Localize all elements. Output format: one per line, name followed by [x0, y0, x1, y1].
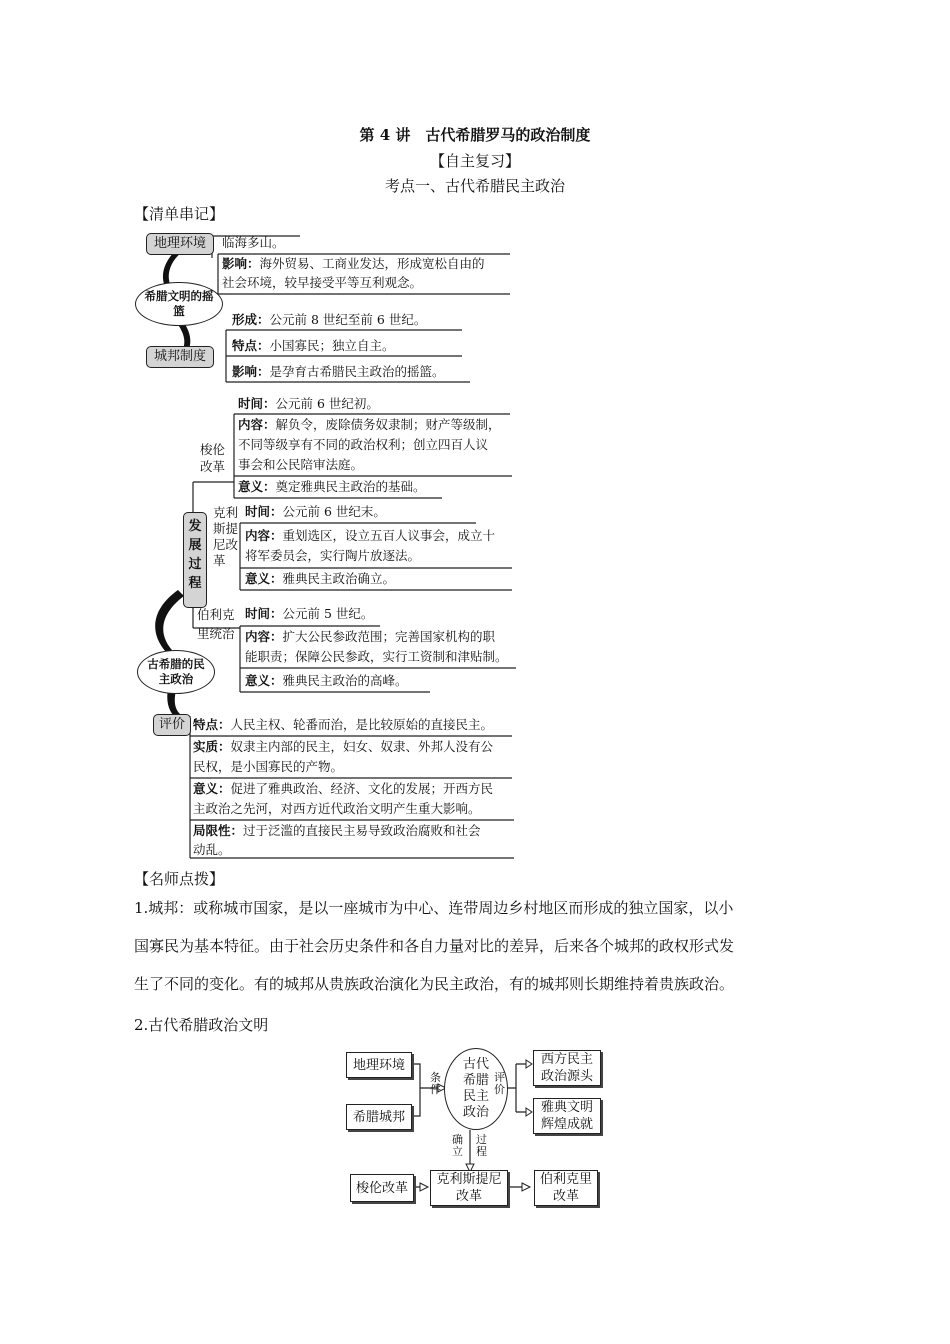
center-oval: 古代希腊民主政治	[444, 1048, 508, 1130]
label-evaluation: 评价	[494, 1071, 505, 1096]
cleis-content-2: 将军委员会，实行陶片放逐法。	[245, 548, 421, 563]
eval-significance-2: 主政治之先河，对西方近代政治文明产生重大影响。	[193, 801, 481, 816]
peri-label-2: 里统治	[197, 626, 235, 641]
subtitle-self-review: 【自主复习】	[429, 152, 520, 170]
box-west-democracy: 西方民主 政治源头	[533, 1050, 601, 1086]
cleis-content-1: 内容：重划选区，设立五百人议事会，成立十	[245, 528, 496, 543]
cradle-node: 希腊文明的摇篮	[135, 282, 223, 326]
solon-label-2: 改革	[200, 459, 226, 474]
cleis-label: 克利 斯提 尼改 革	[213, 505, 239, 568]
box-solon: 梭伦改革	[350, 1174, 414, 1202]
box-geo: 地理环境	[346, 1052, 412, 1078]
eval-limitation-2: 动乱。	[193, 842, 231, 857]
cleis-time: 时间：公元前 6 世纪末。	[245, 504, 386, 519]
cleis-significance: 意义：雅典民主政治确立。	[245, 571, 396, 586]
eval-essence-1: 实质：奴隶主内部的民主，妇女、奴隶、外邦人没有公	[193, 739, 494, 754]
city-influence: 影响：是孕育古希腊民主政治的摇篮。	[232, 364, 445, 379]
peri-content-2: 能职责；保障公民参政，实行工资制和津贴制。	[245, 649, 508, 664]
solon-content-2: 不同等级享有不同的政治权利；创立四百人议	[238, 437, 489, 452]
box-city: 希腊城邦	[346, 1104, 412, 1130]
peri-time: 时间：公元前 5 世纪。	[245, 606, 374, 621]
solon-time: 时间：公元前 6 世纪初。	[238, 396, 379, 411]
box-athens: 雅典文明 辉煌成就	[533, 1098, 601, 1134]
solon-significance: 意义：奠定雅典民主政治的基础。	[238, 479, 426, 494]
section-heading-checklist: 【清单串记】	[134, 205, 225, 223]
box-pericles: 伯利克里 改革	[534, 1170, 598, 1206]
paragraph-greek-civilization: 2.古代希腊政治文明	[134, 1016, 269, 1034]
evaluation-node: 评价	[153, 714, 191, 736]
solon-content-3: 事会和公民陪审法庭。	[238, 457, 364, 472]
label-condition: 条件	[430, 1071, 441, 1096]
subtitle-topic: 考点一、古代希腊民主政治	[384, 177, 565, 195]
eval-significance-1: 意义：促进了雅典政治、经济、文化的发展；开西方民	[193, 781, 494, 796]
geo-line: 临海多山。	[222, 235, 285, 250]
city-feature: 特点：小国寡民；独立自主。	[232, 338, 395, 353]
peri-content-1: 内容：扩大公民参政范围；完善国家机构的职	[245, 629, 496, 644]
page-title: 第 4 讲 古代希腊罗马的政治制度	[359, 126, 591, 144]
eval-essence-2: 民权，是小国寡民的产物。	[193, 759, 344, 774]
greek-democracy-node: 古希腊的民主政治	[137, 650, 215, 694]
geo-influence-2: 社会环境，较早接受平等互利观念。	[222, 275, 423, 290]
peri-significance: 意义：雅典民主政治的高峰。	[245, 673, 408, 688]
solon-label-1: 梭伦	[200, 442, 226, 457]
peri-label-1: 伯利克	[197, 607, 235, 622]
label-establish: 确立	[452, 1133, 463, 1158]
paragraph-city-state: 1.城邦：或称城市国家，是以一座城市为中心、连带周边乡村地区而形成的独立国家，以小 国寡民为基本特征。由于社会历史条件和各自力量对比的差异，后来各个城邦的政权形式发 生了不同的变化。有的城邦从贵族政治演化为民主政治，有的城邦则长期维持着贵族政治。	[134, 899, 735, 993]
geo-environment-node: 地理环境	[146, 233, 214, 255]
label-process: 过程	[476, 1133, 487, 1158]
solon-content-1: 内容：解负令，废除债务奴隶制；财产等级制，	[238, 417, 501, 432]
city-state-node: 城邦制度	[146, 346, 214, 368]
eval-feature: 特点：人民主权、轮番而治，是比较原始的直接民主。	[193, 717, 494, 732]
geo-influence: 影响：海外贸易、工商业发达，形成宽松自由的	[222, 256, 485, 271]
section-heading-tips: 【名师点拨】	[134, 870, 225, 888]
development-node: 发展过程	[183, 512, 207, 608]
eval-limitation-1: 局限性：过于泛滥的直接民主易导致政治腐败和社会	[193, 823, 481, 838]
city-formation: 形成：公元前 8 世纪至前 6 世纪。	[232, 312, 427, 327]
box-cleisthenes: 克利斯提尼 改革	[430, 1170, 508, 1206]
